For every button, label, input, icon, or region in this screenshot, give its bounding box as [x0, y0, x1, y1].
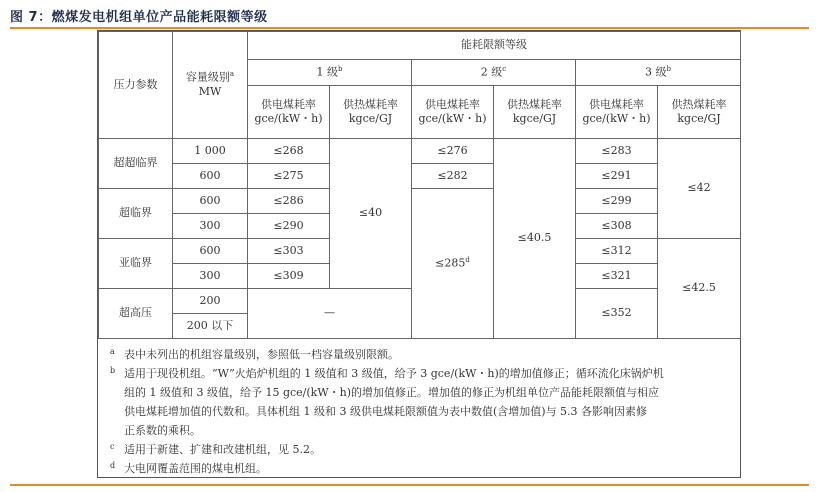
header-limits: 能耗限额等级 — [248, 32, 741, 60]
capacity-cell: 300 — [173, 214, 248, 239]
header-heat-rate: 供热煤耗率 kgce/GJ — [494, 86, 576, 139]
g1-power-cell: ≤286 — [248, 189, 330, 214]
capacity-cell: 1 000 — [173, 139, 248, 164]
capacity-cell: 200 — [173, 289, 248, 314]
capacity-cell: 200 以下 — [173, 314, 248, 339]
g3-power-cell: ≤312 — [576, 239, 658, 264]
note-b: b 适用于现役机组。“W”火焰炉机组的 1 级值和 3 级值，给予 3 gce/(kW・h)的增加值修正；循环流化床锅炉机 组的 1 级值和 3 级值，给予 15 gce/(kW・h)的增加值修正。增加值的修正为机组单位产品能耗限额值与相应 供电煤耗增加值的代数和。具体机组 1 级和 3 级供电煤耗限额值为表中数值(含增加值)与 5.3 各影响因素修 正系数的乘积。 — [110, 366, 664, 437]
capacity-cell: 600 — [173, 239, 248, 264]
header-heat-rate: 供热煤耗率 kgce/GJ — [658, 86, 741, 139]
standard-table-scan — [97, 30, 741, 478]
pressure-cell: 超超临界 — [99, 139, 173, 189]
g1-power-cell: ≤303 — [248, 239, 330, 264]
note-a: a 表中未列出的机组容量级别，参照低一档容量级别限额。 — [110, 347, 399, 361]
note-c: c 适用于新建、扩建和改建机组，见 5.2。 — [110, 442, 321, 456]
pressure-cell: 超临界 — [99, 189, 173, 239]
g1-dash-cell: — — [248, 289, 412, 339]
title-rule — [10, 27, 809, 29]
g3-power-cell: ≤291 — [576, 164, 658, 189]
g2-power-cell: ≤276 — [412, 139, 494, 164]
header-power-rate: 供电煤耗率 gce/(kW・h) — [412, 86, 494, 139]
g3-heat-cell: ≤42.5 — [658, 239, 741, 339]
g3-power-cell: ≤299 — [576, 189, 658, 214]
capacity-cell: 300 — [173, 264, 248, 289]
g3-power-cell: ≤283 — [576, 139, 658, 164]
header-grade-2: 2 级$^c$ — [412, 60, 576, 86]
header-pressure: 压力参数 — [99, 32, 173, 139]
g2-power-cell: $\le 285^d$ — [412, 189, 494, 339]
pressure-cell: 超高压 — [99, 289, 173, 339]
pressure-cell: 亚临界 — [99, 239, 173, 289]
figure-title: 图 7：燃煤发电机组单位产品能耗限额等级 — [10, 10, 268, 25]
g1-power-cell: ≤268 — [248, 139, 330, 164]
g3-heat-cell: ≤42 — [658, 139, 741, 239]
header-capacity: 容量级别$^a$ MW — [173, 32, 248, 139]
header-grade-3: 3 级$^b$ — [576, 60, 741, 86]
capacity-cell: 600 — [173, 189, 248, 214]
footer-rule — [10, 484, 809, 486]
table-notes — [98, 339, 740, 478]
g1-power-cell: ≤275 — [248, 164, 330, 189]
energy-limit-table — [98, 31, 741, 339]
g3-power-cell: ≤352 — [576, 289, 658, 339]
header-power-rate: 供电煤耗率 gce/(kW・h) — [248, 86, 330, 139]
header-heat-rate: 供热煤耗率 kgce/GJ — [330, 86, 412, 139]
g2-heat-cell: ≤40.5 — [494, 139, 576, 339]
capacity-cell: 600 — [173, 164, 248, 189]
g1-power-cell: ≤290 — [248, 214, 330, 239]
g1-power-cell: ≤309 — [248, 264, 330, 289]
g1-heat-cell: ≤40 — [330, 139, 412, 289]
header-grade-1: 1 级$^b$ — [248, 60, 412, 86]
g2-power-cell: ≤282 — [412, 164, 494, 189]
note-d: d 大电网覆盖范围的煤电机组。 — [110, 461, 267, 475]
g3-power-cell: ≤308 — [576, 214, 658, 239]
g3-power-cell: ≤321 — [576, 264, 658, 289]
header-power-rate: 供电煤耗率 gce/(kW・h) — [576, 86, 658, 139]
